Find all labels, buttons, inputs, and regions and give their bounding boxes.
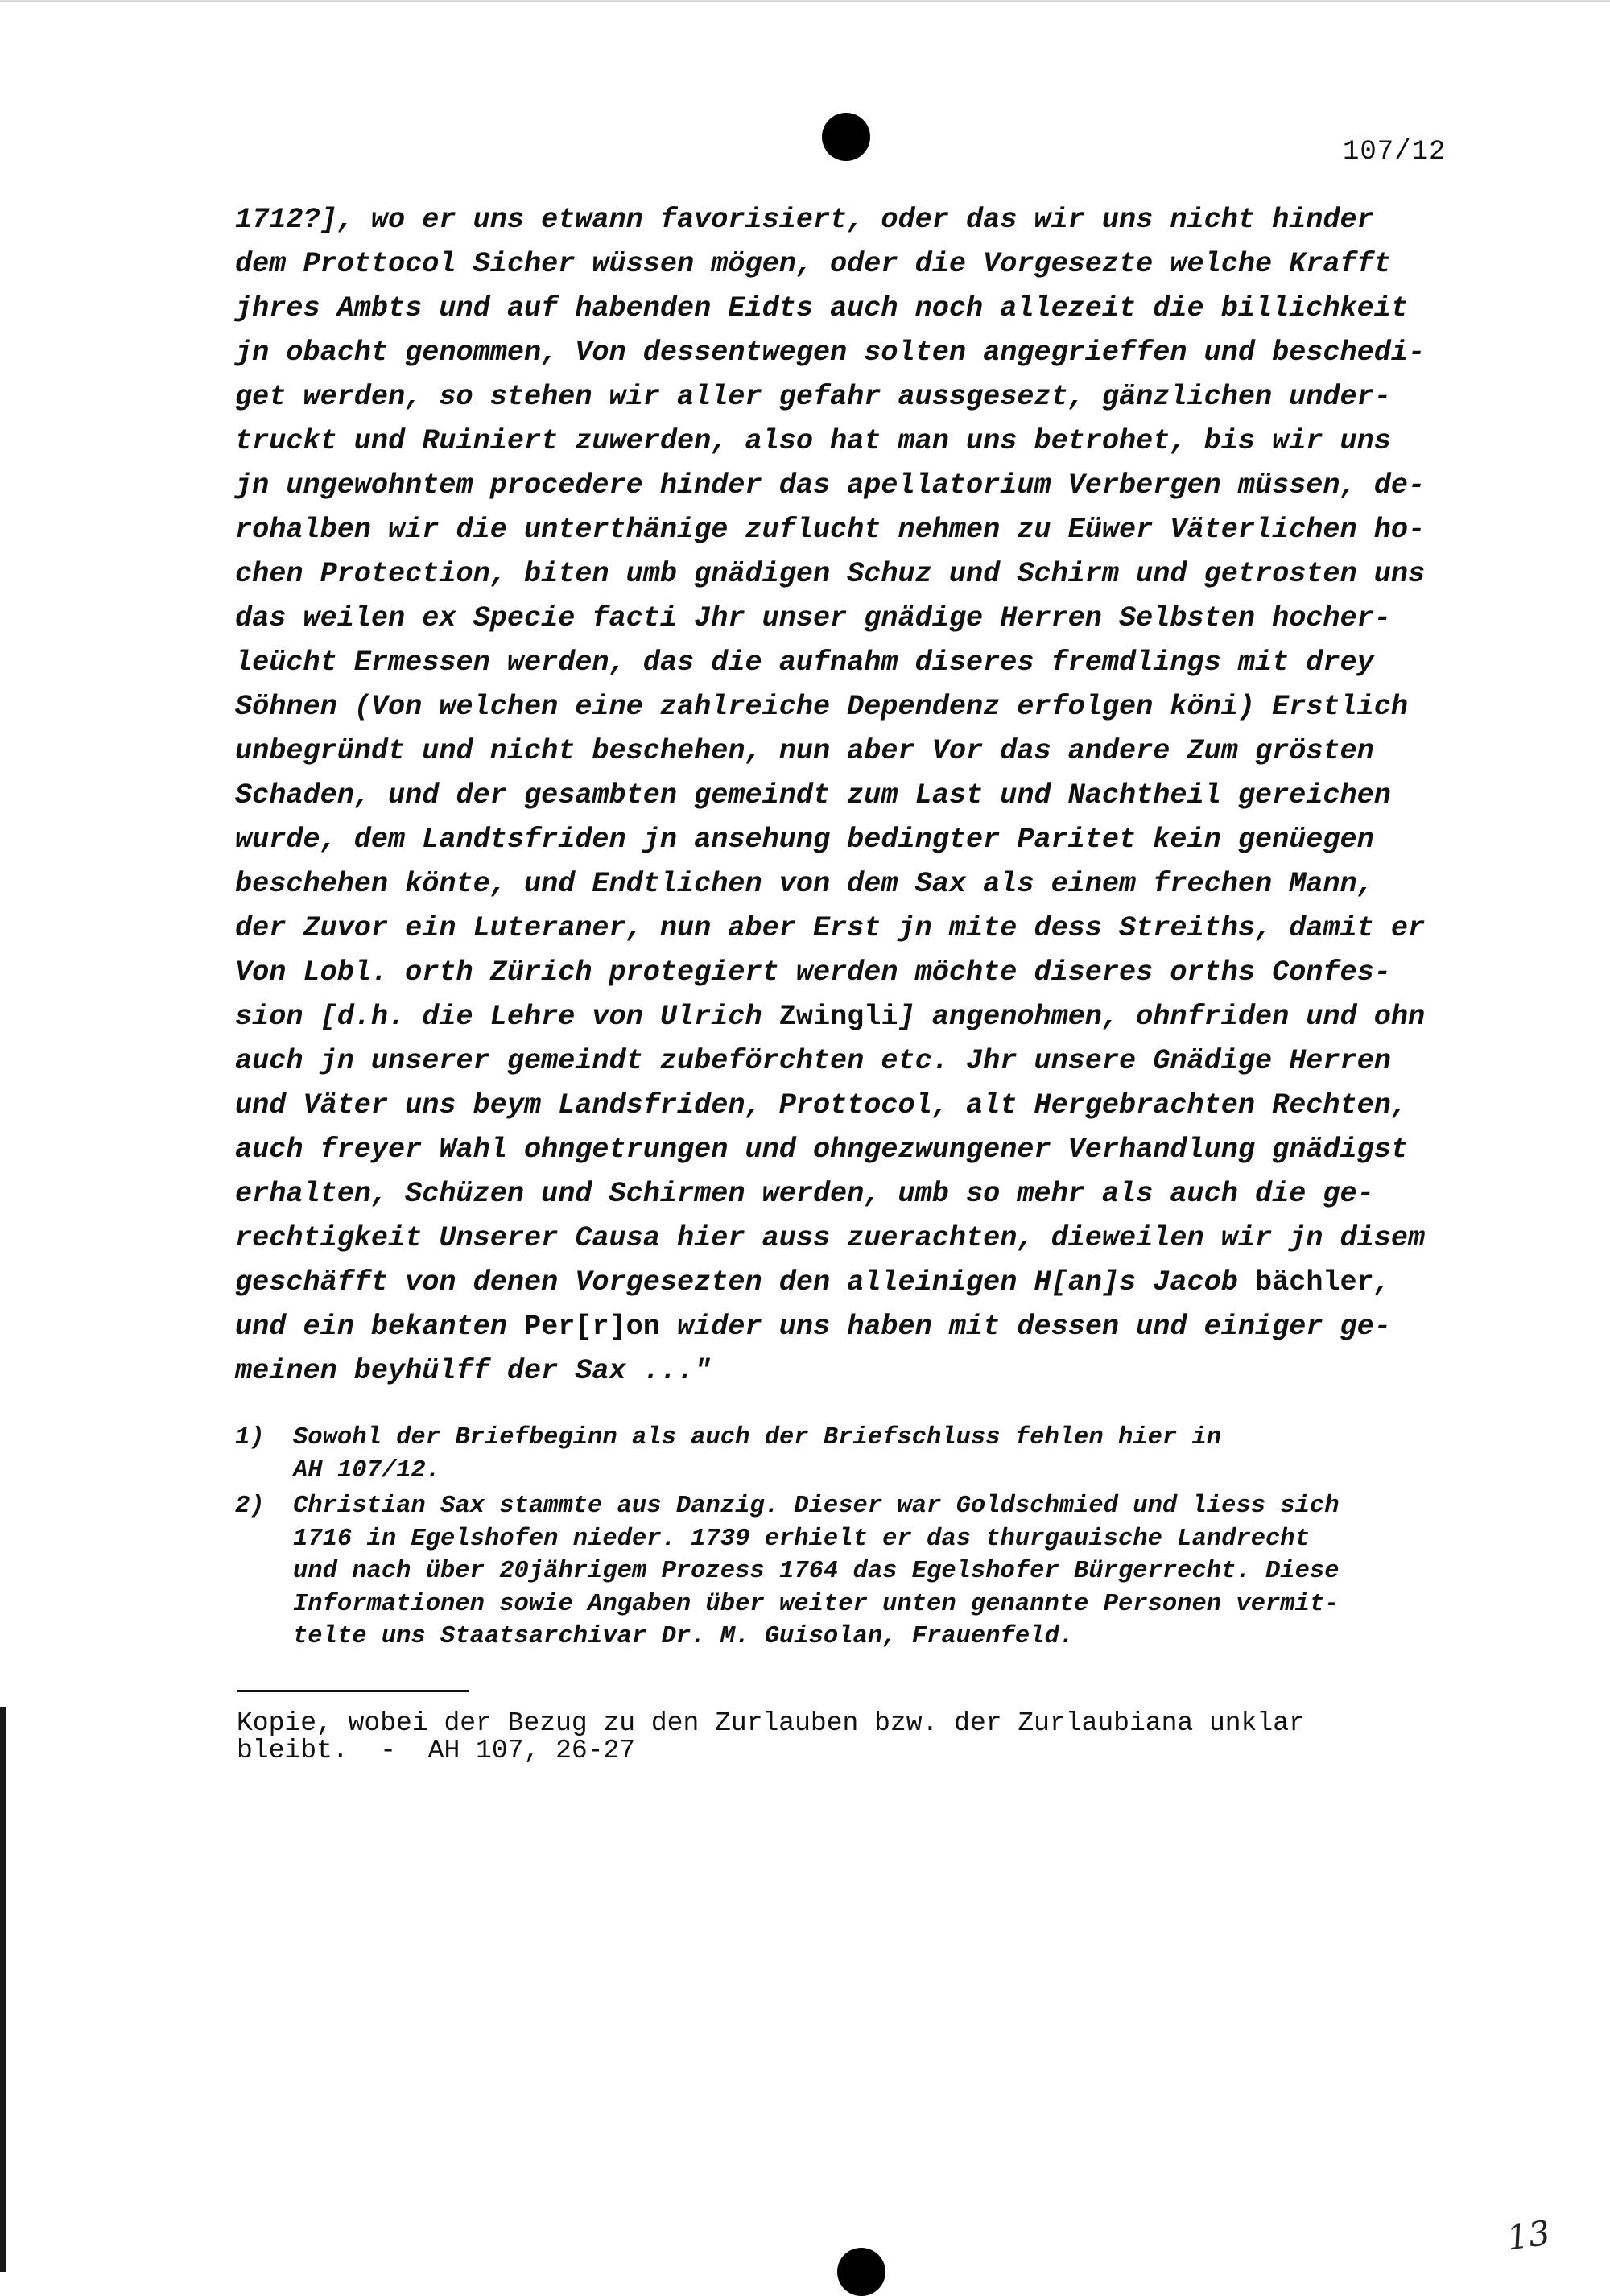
body-text-segment: jn ungewohntem procedere hinder das apellatorium Verbergen müssen, de- bbox=[235, 469, 1426, 502]
body-text-segment: der Zuvor ein Luteraner, nun aber Erst jn mite dess Streiths, damit er bbox=[235, 912, 1426, 944]
footnote-line: Christian Sax stammte aus Danzig. Dieser war Goldschmied und liess sich bbox=[293, 1493, 1340, 1520]
letter-body-text bbox=[235, 198, 1491, 1394]
body-text-segment: leücht Ermessen werden, das die aufnahm diseres fremdlings mit drey bbox=[235, 646, 1374, 679]
footnote-text bbox=[293, 1422, 1221, 1487]
body-line bbox=[235, 906, 1491, 951]
source-note-line: bleibt. - AH 107, 26-27 bbox=[237, 1736, 636, 1765]
body-text-segment: meinen beyhülff der Sax ..." bbox=[235, 1355, 712, 1387]
body-text-segment: , bbox=[1373, 1266, 1391, 1299]
body-line bbox=[235, 862, 1491, 906]
body-text-segment: jhres Ambts und auf habenden Eidts auch noch allezeit die billichkeit bbox=[235, 292, 1408, 324]
body-text-segment: und ein bekanten bbox=[235, 1311, 524, 1343]
body-text-segment: erhalten, Schüzen und Schirmen werden, umb so mehr als auch die ge- bbox=[235, 1178, 1374, 1210]
body-line bbox=[235, 419, 1491, 464]
body-line bbox=[235, 685, 1491, 729]
footnote-line: Informationen sowie Angaben über weiter unten genannte Personen vermit- bbox=[293, 1590, 1340, 1618]
body-line bbox=[235, 1305, 1491, 1349]
body-text-segment: Schaden, und der gesambten gemeindt zum Last und Nachtheil gereichen bbox=[235, 779, 1391, 811]
body-text-segment: ] angenohmen, ohnfriden und ohn bbox=[898, 1001, 1426, 1033]
body-text-segment: wider uns haben mit dessen und einiger ge- bbox=[659, 1311, 1391, 1343]
footnote-text bbox=[293, 1490, 1340, 1654]
body-line bbox=[235, 597, 1491, 641]
body-text-segment: dem Prottocol Sicher wüssen mögen, oder die Vorgesezte welche Krafft bbox=[235, 248, 1391, 280]
body-text-segment: rohalben wir die unterthänige zuflucht nehmen zu Eüwer Väterlichen ho- bbox=[235, 514, 1426, 546]
body-line bbox=[235, 1172, 1491, 1216]
punch-hole-bottom bbox=[837, 2248, 886, 2296]
body-text-segment: truckt und Ruiniert zuwerden, also hat man uns betrohet, bis wir uns bbox=[235, 425, 1391, 457]
footnote-line: AH 107/12. bbox=[293, 1456, 441, 1485]
body-line bbox=[235, 1261, 1491, 1305]
body-text-segment: Von Lobl. orth Zürich protegiert werden möchte diseres orths Confes- bbox=[235, 956, 1391, 989]
body-line bbox=[235, 951, 1491, 995]
footnote-number: 2) bbox=[235, 1493, 265, 1520]
body-text-segment: Söhnen (Von welchen eine zahlreiche Dependenz erfolgen köni) Erstlich bbox=[235, 691, 1408, 723]
body-line bbox=[235, 1128, 1491, 1172]
body-line bbox=[235, 464, 1491, 508]
scan-left-edge bbox=[0, 1707, 6, 2272]
body-text-segment: das weilen ex Specie facti Jhr unser gnädige Herren Selbsten hocher- bbox=[235, 602, 1391, 634]
body-text-segment: unbegründt und nicht beschehen, nun aber Vor das andere Zum grösten bbox=[235, 735, 1374, 767]
body-text-segment: 1712?], wo er uns etwann favorisiert, oder das wir uns nicht hinder bbox=[235, 204, 1374, 236]
body-line bbox=[235, 242, 1491, 287]
body-line bbox=[235, 641, 1491, 685]
body-text-segment: geschäfft von denen Vorgesezten den alleinigen H[an]s Jacob bbox=[235, 1266, 1255, 1299]
emphasized-name: bächler bbox=[1254, 1266, 1374, 1299]
body-line bbox=[235, 198, 1491, 242]
body-text-segment: sion [d.h. die Lehre von Ulrich bbox=[235, 1001, 779, 1033]
punch-hole-top bbox=[822, 113, 870, 161]
body-text-segment: get werden, so stehen wir aller gefahr aussgesezt, gänzlichen under- bbox=[235, 381, 1391, 413]
body-line bbox=[235, 729, 1491, 774]
footnotes bbox=[235, 1422, 1491, 1657]
footnote-item bbox=[235, 1490, 1491, 1654]
body-text-segment: chen Protection, biten umb gnädigen Schuz und Schirm und getrosten uns bbox=[235, 558, 1426, 590]
body-line bbox=[235, 774, 1491, 818]
body-line bbox=[235, 995, 1491, 1039]
body-line bbox=[235, 1084, 1491, 1128]
footnote-line: Sowohl der Briefbeginn als auch der Briefschluss fehlen hier in bbox=[293, 1424, 1222, 1452]
body-text-segment: wurde, dem Landtsfriden jn ansehung bedingter Paritet kein genüegen bbox=[235, 824, 1374, 856]
footnote-line: 1716 in Egelshofen nieder. 1739 erhielt er das thurgauische Landrecht bbox=[293, 1525, 1310, 1553]
folio-mark: 13 bbox=[1504, 2212, 1553, 2258]
footnote-line: telte uns Staatsarchivar Dr. M. Guisolan, Frauenfeld. bbox=[293, 1623, 1075, 1650]
page-number: 107/12 bbox=[1343, 137, 1447, 167]
body-text-segment: jn obacht genommen, Von dessentwegen solten angegrieffen und beschedi- bbox=[235, 337, 1426, 369]
source-note-line: Kopie, wobei der Bezug zu den Zurlauben bzw. der Zurlaubiana unklar bbox=[237, 1708, 1305, 1738]
body-text-segment: rechtigkeit Unserer Causa hier auss zuerachten, dieweilen wir jn disem bbox=[235, 1222, 1426, 1254]
scan-top-edge bbox=[0, 0, 1610, 2]
body-text-segment: beschehen könte, und Endtlichen von dem Sax als einem frechen Mann, bbox=[235, 868, 1374, 900]
body-line bbox=[235, 1349, 1491, 1394]
emphasized-name: Zwingli bbox=[778, 1001, 898, 1033]
body-line bbox=[235, 818, 1491, 862]
body-line bbox=[235, 331, 1491, 375]
body-line bbox=[235, 1216, 1491, 1261]
body-line bbox=[235, 508, 1491, 552]
body-line bbox=[235, 1039, 1491, 1084]
emphasized-name: Per[r]on bbox=[523, 1311, 660, 1343]
body-line bbox=[235, 375, 1491, 419]
body-line bbox=[235, 552, 1491, 597]
body-text-segment: und Väter uns beym Landsfriden, Prottocol, alt Hergebrachten Rechten, bbox=[235, 1089, 1408, 1121]
footnote-line: und nach über 20jährigem Prozess 1764 das Egelshofer Bürgerrecht. Diese bbox=[293, 1558, 1340, 1585]
body-line bbox=[235, 287, 1491, 331]
source-note bbox=[237, 1710, 1305, 1765]
body-text-segment: auch jn unserer gemeindt zubeförchten etc. Jhr unsere Gnädige Herren bbox=[235, 1045, 1391, 1077]
footnote-number: 1) bbox=[235, 1424, 265, 1452]
body-text-segment: auch freyer Wahl ohngetrungen und ohngezwungener Verhandlung gnädigst bbox=[235, 1134, 1408, 1166]
footnote-divider bbox=[237, 1690, 469, 1692]
footnote-item bbox=[235, 1422, 1491, 1487]
